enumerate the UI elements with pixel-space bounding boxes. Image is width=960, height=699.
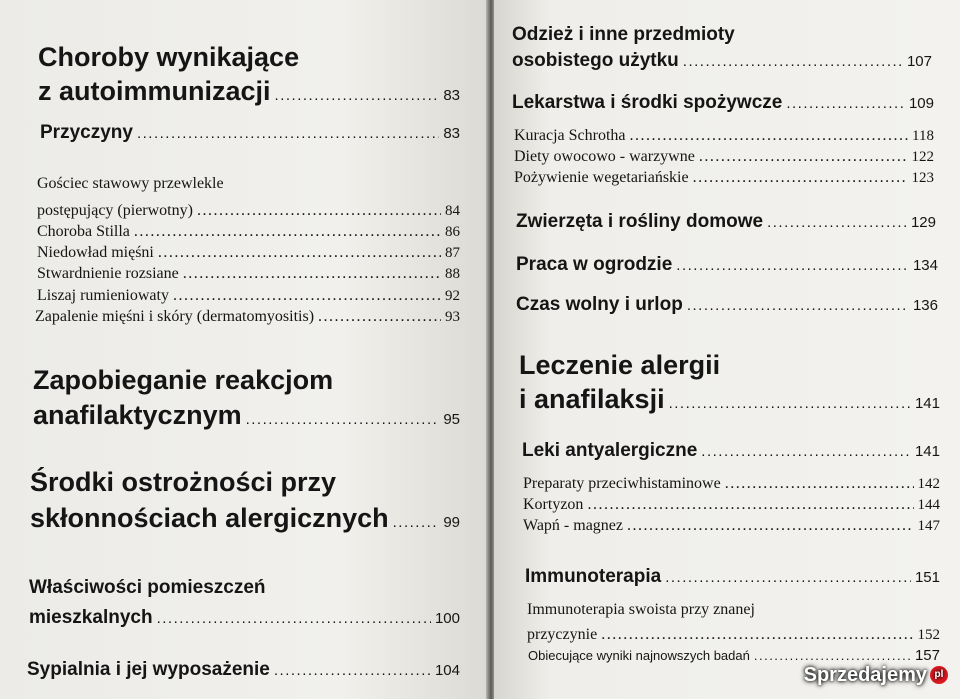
toc-item-line: Gościec stawowy przewlekle	[37, 175, 224, 192]
toc-item-entry[interactable]	[37, 287, 460, 305]
toc-section-entry[interactable]	[512, 50, 932, 73]
toc-section-entry[interactable]	[512, 92, 934, 115]
toc-title: Choroba Stilla	[37, 223, 130, 240]
dot-leader	[701, 441, 911, 463]
toc-title: Czas wolny i urlop	[516, 294, 683, 315]
dot-leader	[767, 212, 907, 234]
toc-title: z autoimmunizacji	[38, 76, 271, 106]
toc-page-number: 123	[911, 170, 934, 186]
toc-chapter-entry[interactable]	[519, 384, 940, 419]
toc-item-entry[interactable]	[514, 169, 934, 187]
toc-item-entry[interactable]	[37, 244, 460, 262]
toc-page-number: 136	[912, 297, 938, 314]
toc-item-entry[interactable]	[523, 496, 940, 514]
toc-title: anafilaktycznym	[33, 400, 242, 430]
toc-section-line: Właściwości pomieszczeń	[29, 577, 266, 598]
dot-leader	[754, 648, 911, 663]
toc-section-entry[interactable]	[525, 566, 940, 589]
toc-page-number: 87	[445, 245, 460, 261]
dot-leader	[693, 169, 908, 187]
sprzedajemy-watermark	[804, 664, 948, 687]
dot-leader	[183, 265, 441, 283]
toc-chapter-line: Środki ostrożności przy	[30, 467, 337, 497]
toc-page-number: 92	[445, 288, 460, 304]
dot-leader	[587, 496, 913, 514]
toc-title: Immunoterapia	[525, 566, 662, 587]
watermark-badge: pl	[930, 666, 948, 684]
toc-title: Wapń - magnez	[523, 517, 623, 534]
toc-page-number: 104	[434, 662, 460, 679]
toc-section-line: Odzież i inne przedmioty	[512, 24, 735, 45]
dot-leader	[197, 202, 441, 220]
toc-title: Pożywienie wegetariańskie	[514, 169, 689, 186]
dot-leader	[393, 508, 440, 538]
toc-page-number: 142	[917, 476, 940, 492]
dot-leader	[318, 308, 441, 326]
dot-leader	[274, 660, 431, 682]
toc-chapter-line: Leczenie alergii	[519, 350, 721, 380]
toc-chapter-line: Zapobieganie reakcjom	[33, 365, 334, 395]
dot-leader	[669, 389, 911, 419]
toc-item-entry[interactable]	[37, 265, 460, 283]
toc-page-number: 144	[917, 497, 940, 513]
toc-title: Kuracja Schrotha	[514, 127, 626, 144]
toc-page-number: 100	[434, 610, 460, 627]
dot-leader	[158, 244, 441, 262]
toc-section-entry[interactable]	[27, 659, 460, 682]
toc-page-number: 129	[910, 214, 936, 231]
toc-item-entry[interactable]	[35, 308, 460, 326]
dot-leader	[275, 81, 440, 111]
toc-title: osobistego użytku	[512, 50, 679, 71]
toc-section-entry[interactable]	[516, 294, 938, 317]
toc-page-number: 141	[914, 395, 940, 412]
toc-title: Diety owocowo - warzywne	[514, 148, 695, 165]
toc-item-entry[interactable]	[37, 202, 460, 220]
dot-leader	[630, 127, 909, 145]
toc-item-entry[interactable]	[514, 127, 934, 145]
dot-leader	[157, 608, 431, 630]
toc-item-entry[interactable]	[514, 148, 934, 166]
toc-chapter-entry[interactable]	[33, 400, 460, 435]
dot-leader	[687, 295, 909, 317]
dot-leader	[683, 51, 903, 73]
toc-title: skłonnościach alergicznych	[30, 503, 389, 533]
toc-title: przyczynie	[527, 626, 598, 643]
toc-page-number: 86	[445, 224, 460, 240]
toc-page-number: 122	[911, 149, 934, 165]
toc-title: Liszaj rumieniowaty	[37, 287, 169, 304]
dot-leader	[137, 123, 439, 145]
toc-section-entry[interactable]	[40, 122, 460, 145]
toc-item-entry[interactable]	[527, 626, 940, 644]
toc-page-number: 83	[443, 125, 460, 142]
toc-page-number: 93	[445, 309, 460, 325]
toc-item-line: Immunoterapia swoista przy znanej	[527, 601, 755, 618]
toc-title: Praca w ogrodzie	[516, 254, 673, 275]
toc-title: Niedowład mięśni	[37, 244, 154, 261]
toc-title: Preparaty przeciwhistaminowe	[523, 475, 721, 492]
toc-page-number: 88	[445, 266, 460, 282]
toc-page-number: 95	[443, 411, 460, 428]
dot-leader	[665, 567, 911, 589]
toc-title: postępujący (pierwotny)	[37, 202, 193, 219]
toc-item-entry[interactable]	[523, 517, 940, 535]
toc-title: Leki antyalergiczne	[522, 440, 698, 461]
toc-title: Stwardnienie rozsiane	[37, 265, 179, 282]
toc-page-number: 107	[906, 53, 932, 70]
toc-title: Lekarstwa i środki spożywcze	[512, 92, 783, 113]
toc-title: mieszkalnych	[29, 607, 153, 628]
toc-page-number: 157	[914, 647, 940, 664]
toc-page-number: 118	[912, 128, 934, 144]
watermark-text: Sprzedajemy	[803, 664, 927, 686]
toc-page-number: 151	[914, 569, 940, 586]
toc-title: Kortyzon	[523, 496, 584, 513]
toc-item-entry[interactable]	[523, 475, 940, 493]
toc-section-entry[interactable]	[29, 607, 460, 630]
toc-page-number: 134	[912, 257, 938, 274]
dot-leader	[627, 517, 914, 535]
dot-leader	[786, 93, 905, 115]
toc-page-number: 141	[914, 443, 940, 460]
dot-leader	[246, 405, 440, 435]
toc-chapter-line: Choroby wynikające	[38, 42, 300, 72]
dot-leader	[676, 255, 909, 277]
toc-section-entry[interactable]	[516, 211, 936, 234]
toc-title: Obiecujące wyniki najnowszych badań	[528, 648, 750, 663]
toc-page-number: 147	[917, 518, 940, 534]
toc-item-entry[interactable]	[37, 223, 460, 241]
toc-page-number: 152	[917, 627, 940, 643]
toc-section-entry[interactable]	[522, 440, 940, 463]
dot-leader	[725, 475, 914, 493]
toc-page-number: 84	[445, 203, 460, 219]
toc-title: Przyczyny	[40, 122, 133, 143]
toc-item-entry[interactable]	[528, 648, 940, 663]
toc-chapter-entry[interactable]	[30, 503, 460, 538]
dot-leader	[601, 626, 913, 644]
toc-title: Zapalenie mięśni i skóry (dermatomyositis)	[35, 308, 315, 325]
toc-page-number: 99	[443, 514, 460, 531]
toc-chapter-entry[interactable]	[38, 76, 460, 111]
dot-leader	[173, 287, 441, 305]
toc-title: i anafilaksji	[519, 384, 665, 414]
toc-title: Sypialnia i jej wyposażenie	[27, 659, 270, 680]
toc-page-number: 109	[908, 95, 934, 112]
toc-page-number: 83	[443, 87, 460, 104]
dot-leader	[134, 223, 441, 241]
toc-title: Zwierzęta i rośliny domowe	[516, 211, 764, 232]
dot-leader	[699, 148, 908, 166]
toc-section-entry[interactable]	[516, 254, 938, 277]
right-page	[494, 0, 960, 699]
